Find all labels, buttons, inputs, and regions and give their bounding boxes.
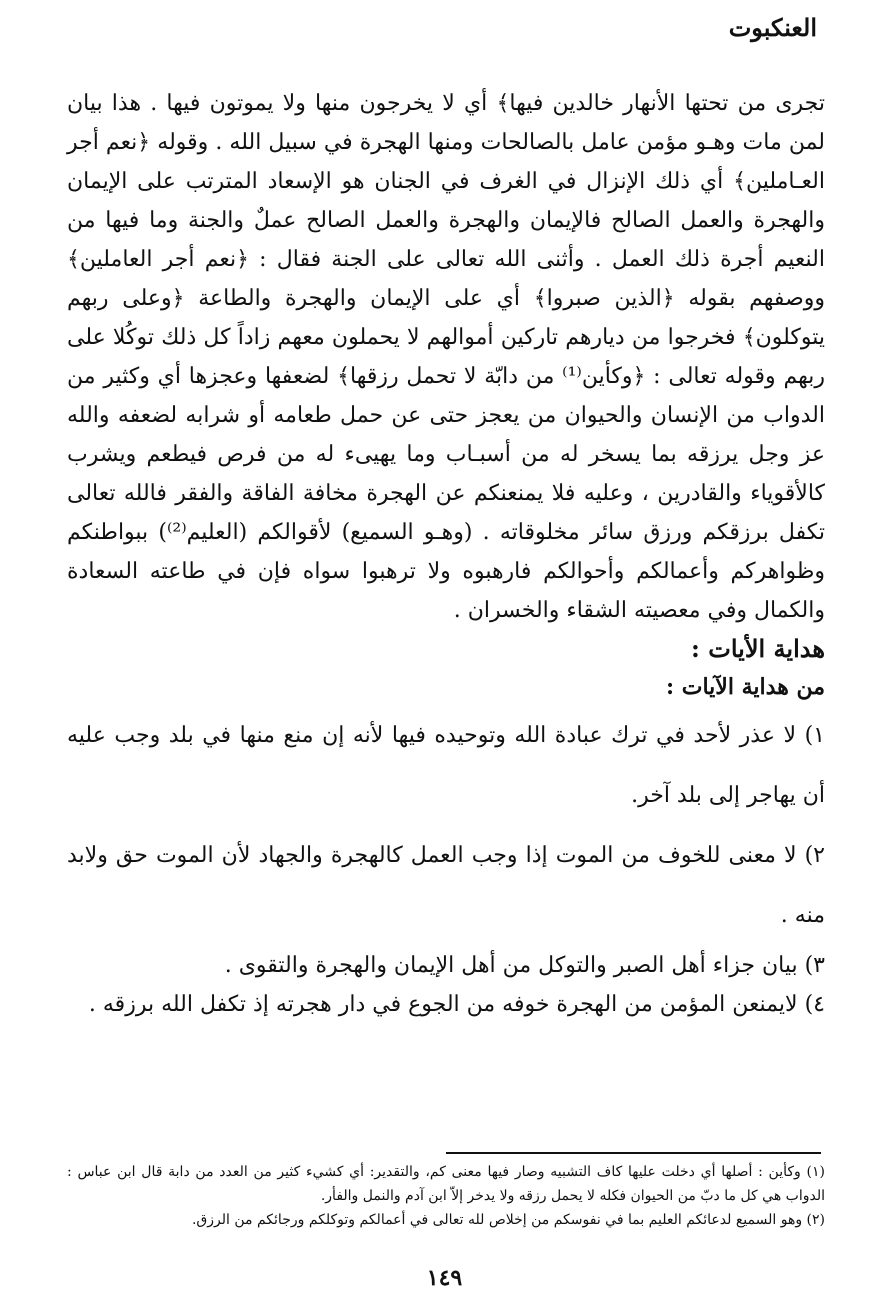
guidance-subheading: من هداية الآيات : [665,674,825,700]
footnote-divider [446,1152,821,1154]
footnote-1: (١) وكأين : أصلها أي دخلت عليها كاف التشبيه وصار فيها معنى كم، والتقدير: أي كشيء كثير من العدد من دابة قال ابن عباس : الدواب هي كل ما دبّ من الحيوان فكله لا يحمل رزقه ولا يدخر إلاّ ابن آدم والنمل والفأر. [67,1164,825,1204]
lesson-item-4: ٤) لايمنعن المؤمن من الهجرة خوفه من الجوع في دار هجرته إذ تكفل الله برزقه . [88,992,825,1017]
lesson-item-3: ٣) بيان جزاء أهل الصبر والتوكل من أهل الإيمان والهجرة والتقوى . [224,953,825,978]
running-header-surah-name: العنكبوت [728,13,817,42]
lesson-item-1: ١) لا عذر لأحد في ترك عبادة الله وتوحيده فيها لأنه إن منع منها في بلد وجب عليه أن يهاجر إلى بلد آخر. [67,723,825,808]
guidance-heading: هداية الأيات : [691,634,825,663]
tafsir-paragraph: تجرى من تحتها الأنهار خالدين فيها﴾ أي لا يخرجون منها ولا يموتون فيها . هذا بيان لمن مات وهـو مؤمن عامل بالصالحات ومنها الهجرة في سبيل الله . وقوله ﴿نعم أجر العـاملين﴾ أي ذلك الإنزال في الغرف في الجنان هو الإسعاد المترتب على الإيمان والهجرة والعمل الصالح فالإيمان والهجرة والعمل الصالح عملٌ والجنة وما فيها من النعيم أجرة ذلك العمل . وأثنى الله تعالى على الجنة فقال : ﴿نعم أجر العاملين﴾ ووصفهم بقوله ﴿الذين صبروا﴾ أي على الإيمان والهجرة والطاعة ﴿وعلى ربهم يتوكلون﴾ فخرجوا من ديارهم تاركين أموالهم لا يحملون معهم زاداً كل ذلك توكُلا على ربهم وقوله تعالى : ﴿وكأين⁽¹⁾ من دابّة لا تحمل رزقها﴾ لضعفها وعجزها أي وكثير من الدواب من الإنسان والحيوان من يعجز حتى عن حمل طعامه أو شرابه لضعفه والله عز وجل يرزقه بما يسخر له من أسبـاب وما يهيىء له من فرص فيطعم ويشرب كالأقوياء والقادرين ، وعليه فلا يمنعنكم عن الهجرة مخافة الفاقة والفقر فالله تعالى تكفل برزقكم ورزق سائر مخلوقاته . (وهـو السميع) لأقوالكم (العليم⁽²⁾) ببواطنكم وظواهركم وأعمالكم وأحوالكم فارهبوه ولا ترهبوا سواه فإن في طاعته السعادة والكمال وفي معصيته الشقاء والخسران . [67,91,825,623]
lesson-item-2: ٢) لا معنى للخوف من الموت إذا وجب العمل كالهجرة والجهاد لأن الموت حق ولابد منه . [67,843,825,928]
main-text [67,84,825,1024]
footnote-2: (٢) وهو السميع لدعائكم العليم بما في نفوسكم من إخلاص لله تعالى في أعمالكم وتوكلكم ورجائكم من الرزق. [191,1212,825,1228]
footnotes [67,1160,825,1232]
page-number: ١٤٩ [426,1265,463,1291]
